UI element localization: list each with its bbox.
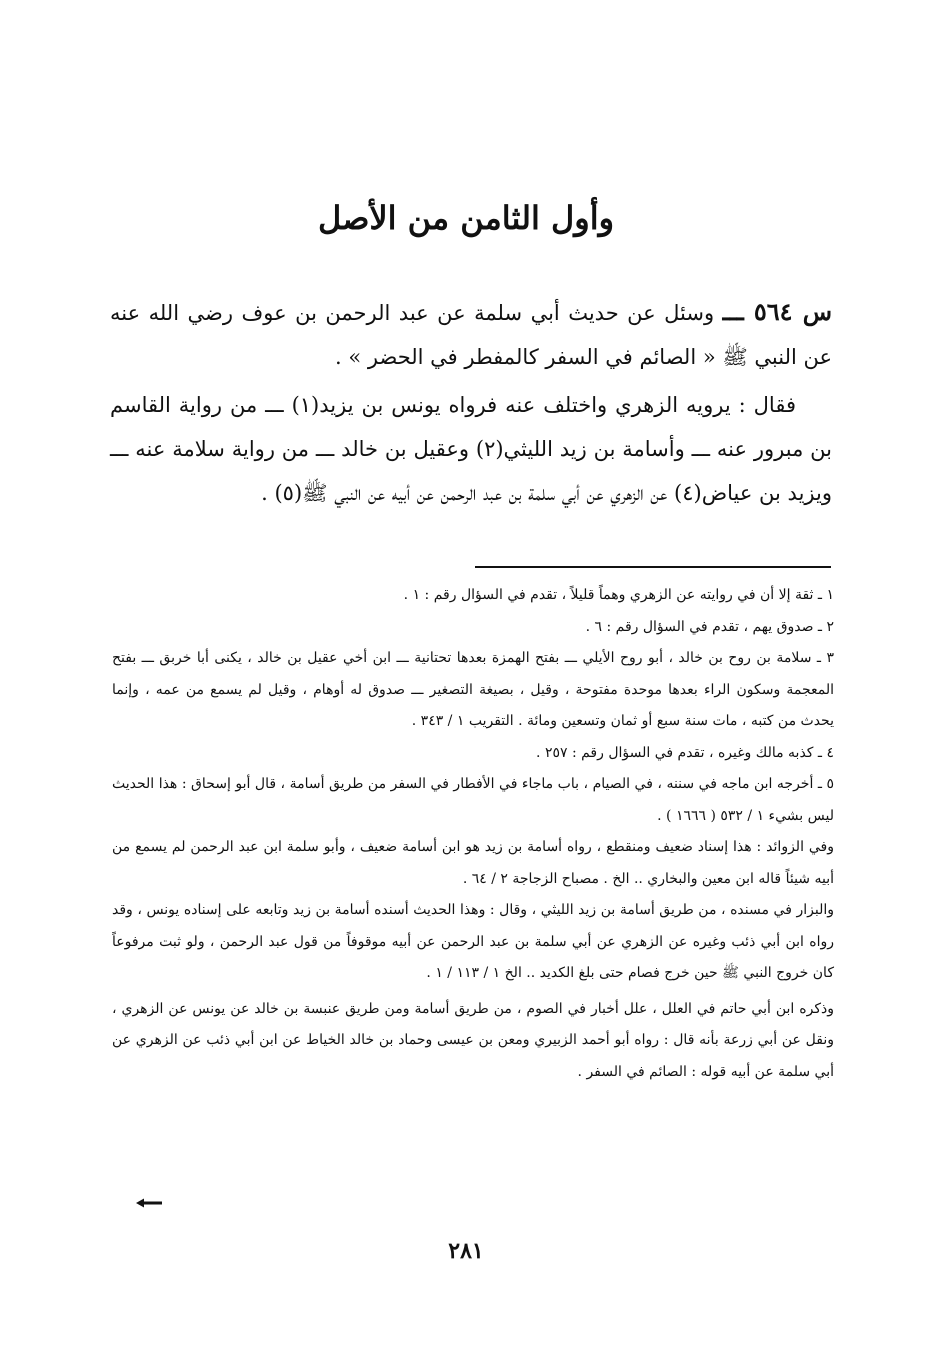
question-text: وسئل عن حديث أبي سلمة عن عبد الرحمن بن عوف رضي الله عنه عن النبي ﷺ « الصائم في السفر كالمفطر في الحضر » .: [110, 301, 832, 369]
footnote-3: ٣ ـ سلامة بن روح بن خالد ، أبو روح الأيلي ـــ بفتح الهمزة بعدها تحتانية ـــ ابن أخي عقيل بن خالد ، يكنى أبا خربق ـــ بفتح المعجمة وسكون الراء بعدها موحدة مفتوحة ، وقيل ، بصيغة التصغير ـــ صدوق له أوهام ، وقيل لم يسمع من عمه ، وإنما يحدث من كتبه ، مات سنة سبع أو ثمان وتسعين ومائة . التقريب ١ / ٣٤٣ .: [112, 650, 834, 729]
answer-paragraph: فقال : يرويه الزهري واختلف عنه فرواه يونس بن يزيد(١) ـــ من رواية القاسم بن مبرور عنه ـــ وأسامة بن زيد الليثي(٢) وعقيل بن خالد ـــ من رواية سلامة عنه ـــ ويزيد بن عياض(٤) عن الزهري عن أبي سلمة بن عبد الرحمن عن أبيه عن النبي ﷺ(٥) .: [110, 393, 832, 505]
section-heading: وأول الثامن من الأصل: [317, 199, 615, 237]
footnote-divider: [475, 566, 831, 568]
footnotes: [112, 580, 834, 1088]
left-arrow-icon: [136, 1197, 162, 1209]
footnote-5-bazzar: والبزار في مسنده ، من طريق أسامة بن زيد الليثي ، وقال : وهذا الحديث أسنده أسامة بن زيد وتابعه على إسناده يونس ، وقد رواه ابن أبي ذئب وغيره عن الزهري عن أبي سلمة بن عبد الرحمن عن أبيه موقوفاً من قول عبد الرحمن ، ولو ثبت مرفوعاً كان خروج النبي ﷺ حين خرج فصام حتى بلغ الكديد .. الخ ١ / ١١٣ / ١ .: [112, 902, 834, 981]
page-number: ٢٨١: [448, 1238, 484, 1264]
main-text: [110, 290, 832, 515]
footnote-5-zawaid: وفي الزوائد : هذا إسناد ضعيف ومنقطع ، رواه أسامة بن زيد هو ابن أسامة ضعيف ، وأبو سلمة ابن عبد الرحمن لم يسمع من أبيه شيئاً قاله ابن معين والبخاري .. الخ . مصباح الزجاجة ٢ / ٦٤ .: [112, 839, 834, 887]
footnote-1: ١ ـ ثقة إلا أن في روايته عن الزهري وهماً قليلاً ، تقدم في السؤال رقم : ١ .: [403, 587, 834, 603]
footnote-5-ilal: وذكره ابن أبي حاتم في العلل ، علل أخبار في الصوم ، من طريق أسامة ومن طريق عنبسة بن خالد عن يونس عن الزهري ، ونقل عن أبي زرعة بأنه قال : رواه أبو أحمد الزبيري ومعن بن عيسى وحماد بن خالد الخياط عن ابن أبي ذئب عن الزهري عن أبي سلمة عن أبيه قوله : الصائم في السفر .: [112, 1000, 834, 1080]
footnote-2: ٢ ـ صدوق يهم ، تقدم في السؤال رقم : ٦ .: [585, 618, 834, 635]
question-paragraph: [110, 290, 832, 379]
question-number: س ٥٦٤ ـــ: [722, 297, 832, 326]
footnote-5: ٥ ـ أخرجه ابن ماجه في سننه ، في الصيام ، باب ماجاء في الأفطار في السفر من طريق أسامة ، قال أبو إسحاق : هذا الحديث ليس بشيء ١ / ٥٣٢ ( ١٦٦٦ ) .: [112, 776, 834, 824]
footnote-4: ٤ ـ كذبه مالك وغيره ، تقدم في السؤال رقم : ٢٥٧ .: [536, 744, 834, 761]
